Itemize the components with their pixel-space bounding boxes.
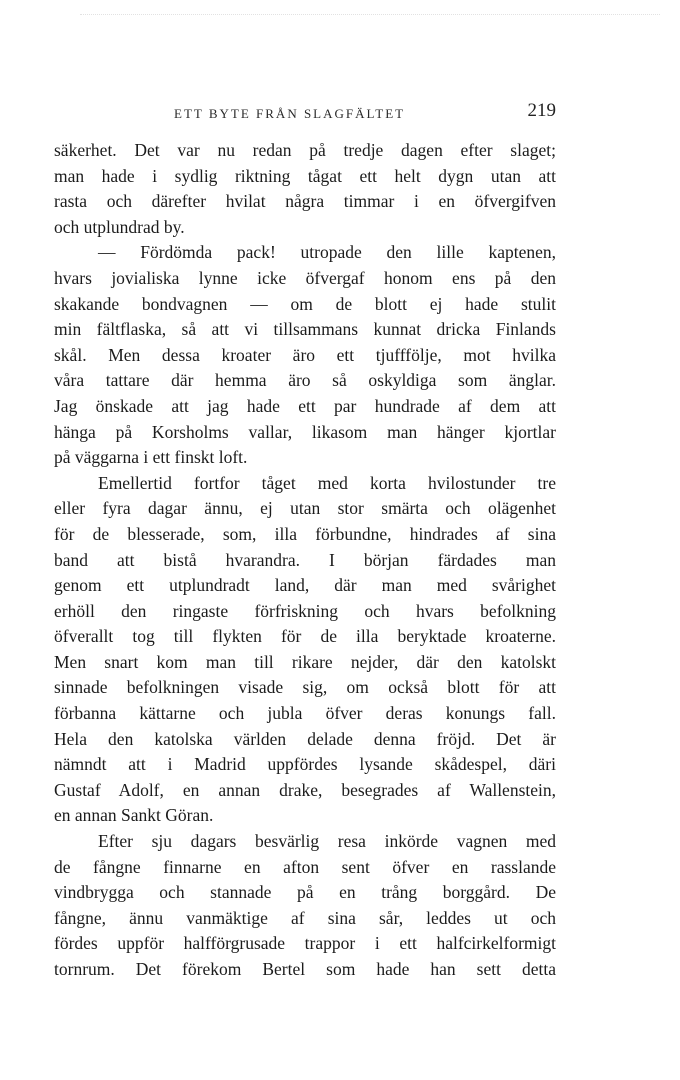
text-line: de fångne finnarne en afton sent öfver en rasslande (54, 856, 556, 877)
running-title: ETT BYTE FRÅN SLAGFÄLTET (174, 106, 406, 121)
text-line: säkerhet. Det var nu redan på tredje dagen efter slaget; (54, 140, 556, 160)
text-line: band att bistå hvarandra. I början färdades man (54, 549, 556, 570)
text-line: Efter sju dagars besvärlig resa inkörde vagnen med (98, 831, 556, 852)
text-line: Men snart kom man till rikare nejder, där den katolskt (54, 651, 556, 672)
text-line: hvars jovialiska lynne icke öfvergaf honom ens på den (54, 267, 556, 288)
body-text (54, 138, 556, 983)
text-line: Gustaf Adolf, en annan drake, besegrades af Wallenstein, (54, 779, 556, 800)
text-line: Jag önskade att jag hade ett par hundrade af dem att (54, 395, 556, 416)
text-line: våra tattare där hemma äro så oskyldiga som änglar. (54, 370, 556, 391)
text-line: min fältflaska, så att vi tillsammans kunnat dricka Finlands (54, 319, 556, 340)
text-line: skakande bondvagnen — om de blott ej hade stulit (54, 293, 556, 314)
text-line: sinnade befolkningen visade sig, om också blott för att (54, 677, 556, 698)
text-line: eller fyra dagar ännu, ej utan stor smärta och olägenhet (54, 498, 556, 519)
scan-artifact (80, 14, 660, 25)
text-line: och utplundrad by. (54, 216, 185, 237)
text-line: genom ett utplundradt land, där man med svårighet (54, 575, 556, 596)
text-line: rasta och därefter hvilat några timmar i en öfvergifven (54, 191, 556, 212)
text-line: hänga på Korsholms vallar, likasom man hänger kjortlar (54, 421, 556, 442)
text-line: erhöll den ringaste förfriskning och hvars befolkning (54, 600, 556, 621)
text-line: nämndt att i Madrid uppfördes lysande skådespel, däri (54, 754, 556, 775)
running-header (54, 100, 556, 124)
text-line: vindbrygga och stannade på en trång borggård. De (54, 882, 556, 903)
page-number: 219 (527, 100, 556, 121)
text-line: öfverallt tog till flykten för de illa beryktade kroaterne. (54, 626, 556, 647)
text-line: en annan Sankt Göran. (54, 805, 214, 826)
text-line: skål. Men dessa kroater äro ett tjufffölje, mot hvilka (54, 344, 556, 365)
text-line: man hade i sydlig riktning tågat ett helt dygn utan att (54, 165, 556, 186)
text-line: — Fördömda pack! utropade den lille kaptenen, (98, 242, 556, 263)
text-line: fångne, ännu vanmäktige af sina sår, leddes ut och (54, 907, 556, 928)
text-line: förbanna kättarne och jubla öfver deras konungs fall. (54, 703, 556, 724)
text-line: Hela den katolska världen delade denna fröjd. Det är (54, 728, 556, 749)
text-line: på väggarna i ett finskt loft. (54, 447, 248, 468)
text-line: för de blesserade, som, illa förbundne, hindrades af sina (54, 523, 556, 544)
text-line: tornrum. Det förekom Bertel som hade han sett detta (54, 959, 556, 979)
text-line: Emellertid fortfor tåget med korta hvilostunder tre (98, 472, 556, 493)
text-line: fördes uppför halfförgrusade trappor i ett halfcirkelformigt (54, 933, 556, 954)
